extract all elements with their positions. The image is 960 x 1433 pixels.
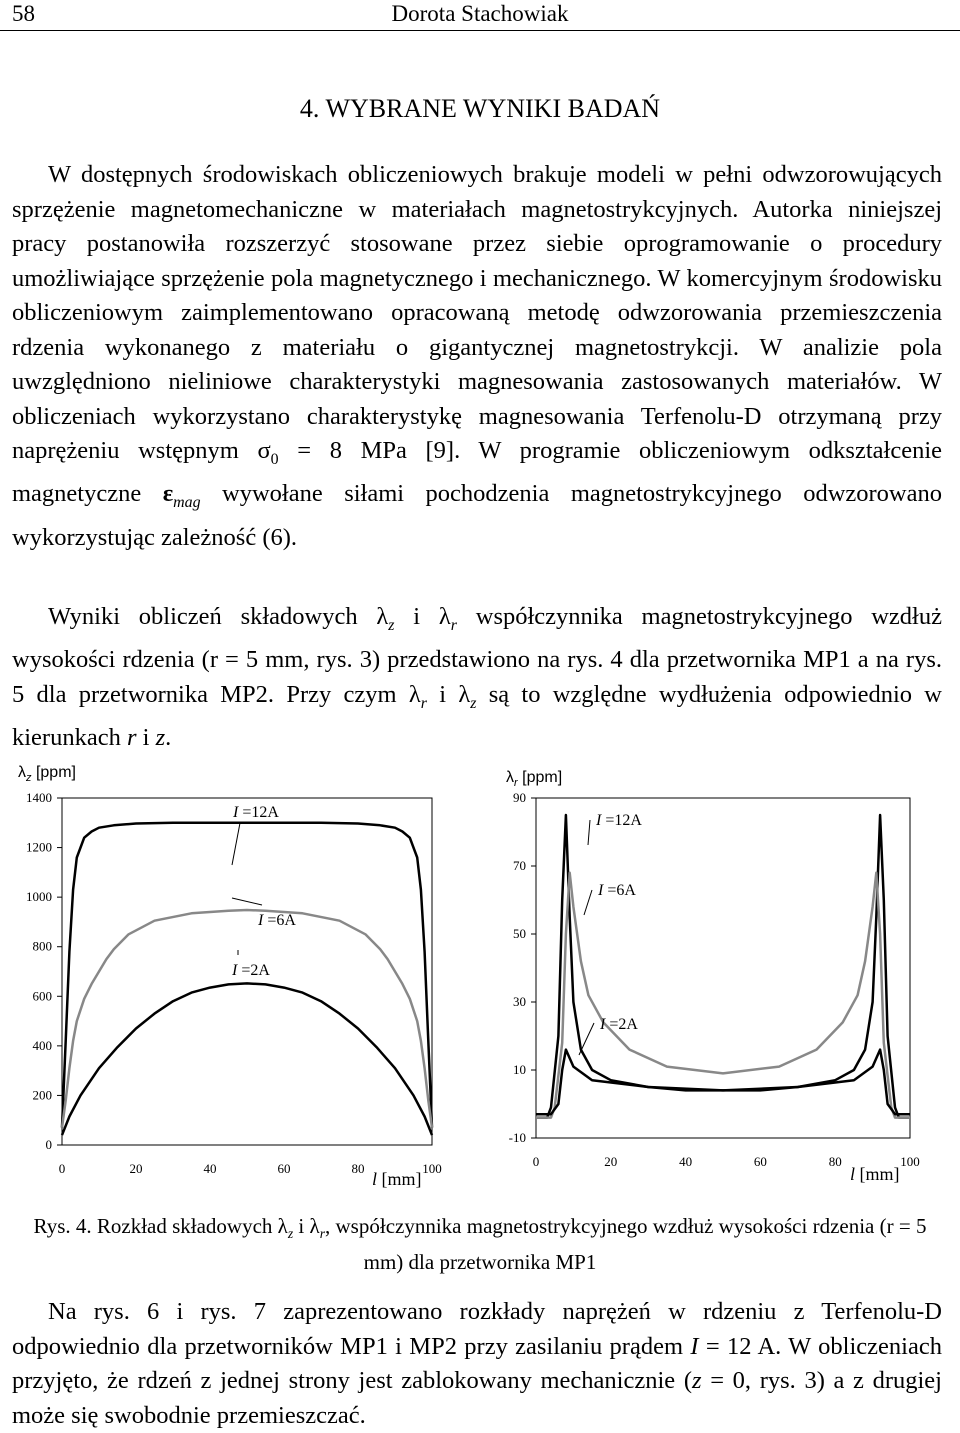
sigma-symbol: σ (257, 437, 271, 464)
lr-series-1-leader (584, 890, 592, 915)
lr-xtick-label-1: 20 (604, 1154, 618, 1169)
lr-ytick-label-4: 70 (513, 858, 526, 873)
chart-lambda-r (480, 755, 950, 1200)
lz-xtick-label-2: 40 (203, 1161, 217, 1176)
section-title: 4. WYBRANE WYNIKI BADAŃ (299, 94, 661, 123)
chart-lambda-z-svg (0, 755, 470, 1200)
lz-xtick-label-4: 80 (351, 1161, 365, 1176)
lr-series-2-label: I =2A (600, 1016, 638, 1033)
paragraph-3: Na rys. 6 i rys. 7 zaprezentowano rozkłady naprężeń w rdzeniu z Terfenolu-D odpowiednio dla przetworników MP1 i MP2 przy zasilaniu prądem I = 12 A. W obliczeniach przyjęto, że rdzeń z jednej strony jest zablokowany mechanicznie (z = 0, rys. 3) a z drugiej może się swobodnie przemieszczać. (12, 1298, 942, 1429)
lz-series-0-leader (232, 823, 240, 865)
lz-series-1-label: I =6A (258, 912, 296, 929)
lz-series-2-label: I =2A (232, 962, 270, 979)
lr-ytick-label-3: 50 (513, 926, 526, 941)
lz-series-0-label: I =12A (233, 804, 279, 821)
lz-ytick-label-4: 800 (32, 938, 52, 954)
lz-xtick-label-3: 60 (277, 1161, 291, 1176)
chart-lambda-z (0, 755, 470, 1200)
chart-lambda-r-svg (480, 755, 950, 1200)
lr-series-0-label: I =12A (596, 812, 642, 829)
lz-ytick-label-5: 1000 (26, 889, 52, 905)
lz-ytick-label-6: 1200 (26, 839, 52, 855)
lz-ytick-label-7: 1400 (26, 790, 52, 805)
lz-xtick-label-1: 20 (129, 1161, 143, 1176)
lr-y-axis-title: $\lambda_r$ [ppm] (506, 769, 563, 789)
lr-xtick-label-4: 80 (828, 1154, 842, 1169)
lz-series-1-leader (232, 898, 262, 905)
lz-series-1-line (62, 910, 432, 1128)
lr-xtick-label-3: 60 (753, 1154, 767, 1169)
lz-ytick-label-3: 600 (32, 988, 52, 1004)
lz-ytick-label-0: 0 (45, 1137, 52, 1152)
lr-ytick-label-2: 30 (513, 994, 526, 1009)
lz-x-axis-title: l [mm] (372, 1169, 422, 1189)
lz-series-2-line (62, 983, 432, 1135)
lz-xtick-label-5: 100 (422, 1161, 442, 1176)
figure-caption: Rys. 4. Rozkład składowych $\lambda_z$ i $\lambda_r$, współczynnika magnetostrykcyjnego wzdłuż wysokości rdzenia (r = 5 mm) dla przetwornika MP1 (33, 1214, 927, 1275)
epsilon-symbol: ε (162, 480, 174, 508)
lr-ytick-label-5: 90 (513, 790, 526, 805)
lr-plot-frame (536, 798, 910, 1138)
lz-xtick-label-0: 0 (58, 1161, 66, 1176)
lr-series-2-line (536, 1050, 910, 1115)
lr-xtick-label-2: 40 (679, 1154, 693, 1169)
lz-y-axis-title: $\lambda_z$ [ppm] (18, 764, 76, 784)
lz-ytick-label-2: 400 (32, 1037, 52, 1053)
lr-series-1-label: I =6A (598, 882, 636, 899)
paragraph-2: Wyniki obliczeń składowych $\lambda_z$ i $\lambda_r$ współczynnika magnetostrykcyjnego wzdłuż wysokości rdzenia (r = 5 mm, rys. 3) przedstawiono na rys. 4 dla przetwornika MP1 a na rys. 5 dla przetwornika MP2. Przy czym $\lambda_r$ i $\lambda_z$ są to względne wydłużenia odpowiednio w kierunkach r i z. (12, 603, 942, 752)
lr-x-axis-title: l [mm] (850, 1164, 900, 1184)
page-header (0, 0, 960, 31)
lr-ytick-label-1: 10 (513, 1062, 526, 1077)
lr-xtick-label-5: 100 (900, 1154, 920, 1169)
lz-ytick-label-1: 200 (32, 1087, 52, 1103)
lr-series-0-leader (588, 820, 590, 845)
lr-series-2-leader (579, 1023, 594, 1055)
lr-ytick-label-0: -10 (508, 1130, 526, 1145)
paragraph-1: W dostępnych środowiskach obliczeniowych brakuje modeli w pełni odwzorowujących sprzężenie magnetomechaniczne w materiałach magnetostrykcyjnych. Autorka niniejszej pracy postanowiła rozszerzyć stosowane przez siebie oprogramowanie o procedury umożliwiające sprzężenie pola magnetycznego i mechanicznego. W komercyjnym środowisku obliczeniowym zaimplementowano opracowaną metodę odwzorowania przemieszczenia rdzenia wykonanego z materiału o gigantycznej magnetostrykcji. W analizie pola uwzględniono nieliniowe charakterystyki magnesowania zastosowanych materiałów. W obliczeniach wykorzystano charakterystykę magnesowania Terfenolu-D otrzymaną przy naprężeniu wstępnym $\sigma_0 = 8$ MPa [9]. W programie obliczeniowym odkształcenie magnetyczne $\varepsilon_{mag}$ wywołane siłami pochodzenia magnetostrykcyjnego odwzorowano wykorzystując zależność (6). (12, 161, 942, 551)
running-head-author: Dorota Stachowiak (391, 1, 569, 26)
page-number: 58 (12, 1, 35, 26)
lr-xtick-label-0: 0 (532, 1154, 540, 1169)
